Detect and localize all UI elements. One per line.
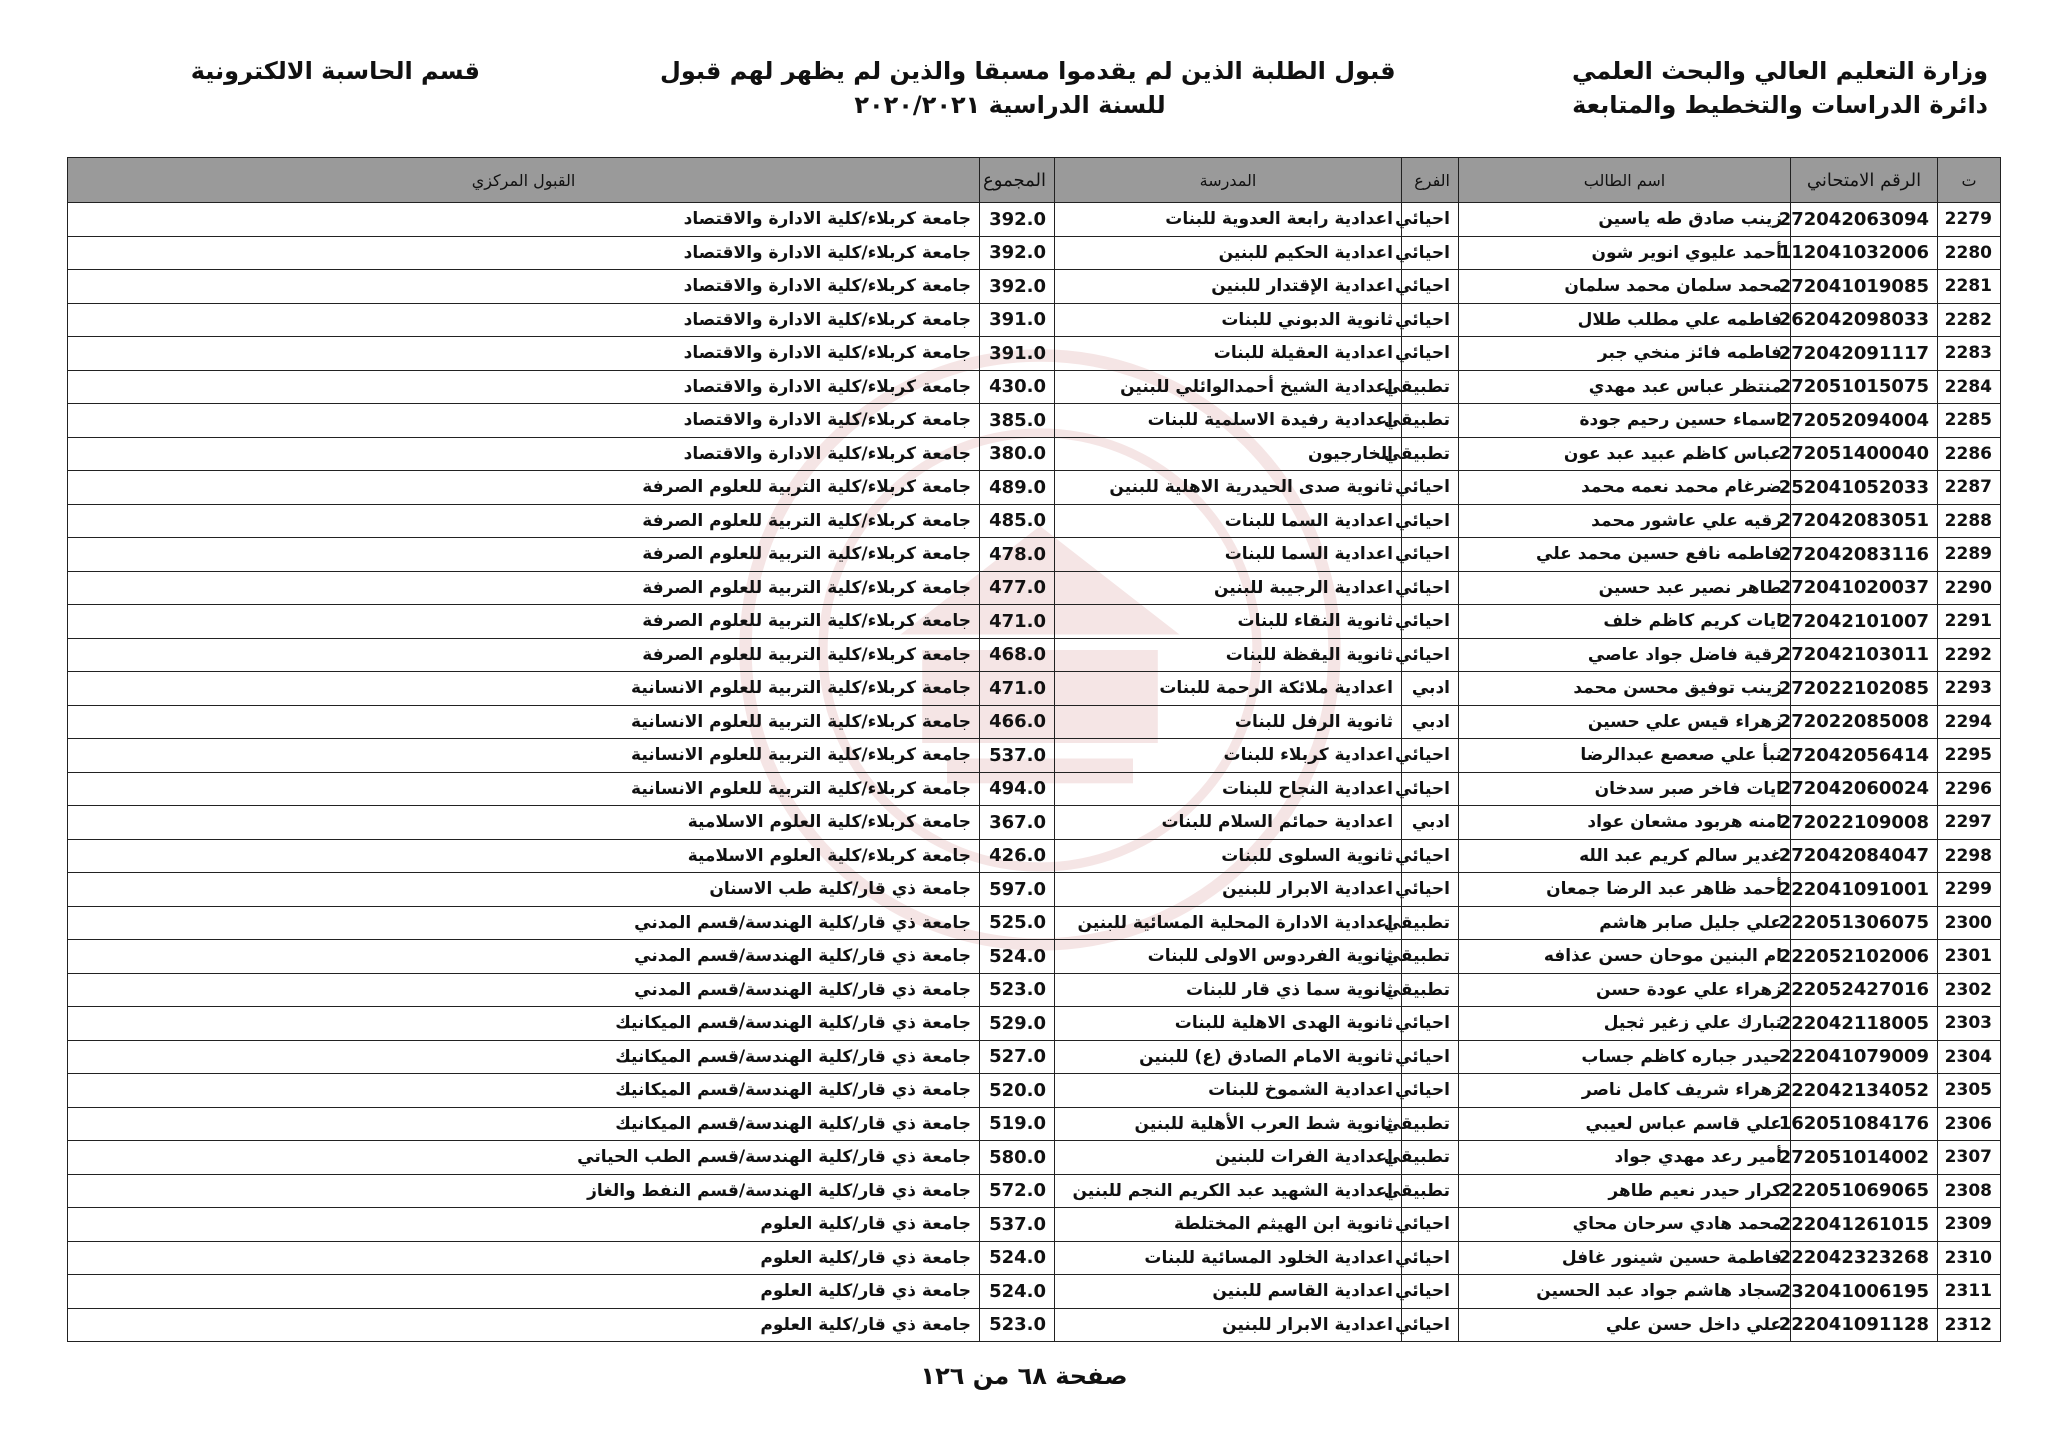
cell-exam-number: 272042091117 [1791,337,1938,371]
cell-school: ثانوية الرفل للبنات [1055,705,1402,739]
cell-student-name: حيدر جباره كاظم جساب [1459,1040,1791,1074]
table-row [68,1007,2001,1041]
cell-exam-number: 272042056414 [1791,739,1938,773]
cell-central-admission: جامعة ذي قار/كلية الهندسة/قسم المدني [68,940,980,974]
cell-index: 2280 [1938,236,2001,270]
cell-student-name: رقية فاضل جواد عاصي [1459,638,1791,672]
cell-total: 477.0 [980,571,1055,605]
cell-central-admission: جامعة كربلاء/كلية التربية للعلوم الانسانية [68,705,980,739]
cell-central-admission: جامعة كربلاء/كلية التربية للعلوم الانسانية [68,772,980,806]
cell-branch: ادبي [1402,672,1459,706]
col-header-index: ت [1938,158,2001,203]
cell-central-admission: جامعة كربلاء/كلية الادارة والاقتصاد [68,404,980,438]
table-row [68,471,2001,505]
table-row [68,739,2001,773]
cell-index: 2295 [1938,739,2001,773]
cell-exam-number: 222051306075 [1791,906,1938,940]
title-line: قبول الطلبة الذين لم يقدموا مسبقا والذين لم يظهر لهم قبول [660,57,1396,85]
cell-branch: تطبيقي [1402,940,1459,974]
table-row [68,1107,2001,1141]
cell-school: اعدادية الشموخ للبنات [1055,1074,1402,1108]
cell-central-admission: جامعة ذي قار/كلية طب الاسنان [68,873,980,907]
cell-student-name: زهراء علي عودة حسن [1459,973,1791,1007]
cell-index: 2301 [1938,940,2001,974]
table-row [68,638,2001,672]
cell-exam-number: 222052102006 [1791,940,1938,974]
cell-central-admission: جامعة ذي قار/كلية العلوم [68,1241,980,1275]
cell-total: 385.0 [980,404,1055,438]
table-header-row [68,158,2001,203]
cell-total: 489.0 [980,471,1055,505]
cell-exam-number: 272042101007 [1791,605,1938,639]
cell-total: 392.0 [980,203,1055,237]
cell-total: 380.0 [980,437,1055,471]
cell-total: 392.0 [980,270,1055,304]
cell-school: اعدادية رفيدة الاسلمية للبنات [1055,404,1402,438]
table-row [68,370,2001,404]
cell-student-name: طاهر نصير عبد حسين [1459,571,1791,605]
cell-branch: احيائي [1402,504,1459,538]
cell-total: 523.0 [980,1308,1055,1342]
cell-index: 2312 [1938,1308,2001,1342]
cell-index: 2283 [1938,337,2001,371]
cell-school: اعدادية كربلاء للبنات [1055,739,1402,773]
cell-central-admission: جامعة كربلاء/كلية التربية للعلوم الصرفة [68,538,980,572]
table-row [68,873,2001,907]
cell-exam-number: 112041032006 [1791,236,1938,270]
cell-exam-number: 222042323268 [1791,1241,1938,1275]
cell-school: اعدادية رابعة العدوية للبنات [1055,203,1402,237]
cell-index: 2290 [1938,571,2001,605]
table-row [68,1308,2001,1342]
cell-total: 523.0 [980,973,1055,1007]
cell-student-name: عباس كاظم عبيد عبد عون [1459,437,1791,471]
cell-total: 426.0 [980,839,1055,873]
cell-central-admission: جامعة ذي قار/كلية الهندسة/قسم الطب الحياتي [68,1141,980,1175]
cell-branch: تطبيقي [1402,370,1459,404]
table-row [68,1074,2001,1108]
cell-central-admission: جامعة ذي قار/كلية العلوم [68,1275,980,1309]
cell-school: اعدادية السما للبنات [1055,504,1402,538]
cell-branch: احيائي [1402,638,1459,672]
cell-student-name: زهراء شريف كامل ناصر [1459,1074,1791,1108]
cell-branch: احيائي [1402,236,1459,270]
cell-index: 2286 [1938,437,2001,471]
cell-branch: ادبي [1402,705,1459,739]
cell-index: 2299 [1938,873,2001,907]
table-row [68,437,2001,471]
cell-student-name: أمير رعد مهدي جواد [1459,1141,1791,1175]
table-row [68,806,2001,840]
table-row [68,504,2001,538]
cell-student-name: سجاد هاشم جواد عبد الحسين [1459,1275,1791,1309]
cell-central-admission: جامعة ذي قار/كلية الهندسة/قسم الميكانيك [68,1040,980,1074]
cell-student-name: أحمد عليوي انوير شون [1459,236,1791,270]
cell-branch: احيائي [1402,203,1459,237]
cell-index: 2292 [1938,638,2001,672]
cell-index: 2302 [1938,973,2001,1007]
cell-exam-number: 222042118005 [1791,1007,1938,1041]
table-row [68,940,2001,974]
cell-total: 485.0 [980,504,1055,538]
cell-exam-number: 272052094004 [1791,404,1938,438]
cell-school: ثانوية ابن الهيثم المختلطة [1055,1208,1402,1242]
cell-branch: تطبيقي [1402,437,1459,471]
cell-student-name: فاطمه فائز منخي جبر [1459,337,1791,371]
cell-central-admission: جامعة ذي قار/كلية الهندسة/قسم المدني [68,973,980,1007]
cell-total: 478.0 [980,538,1055,572]
table-row [68,1208,2001,1242]
cell-branch: احيائي [1402,538,1459,572]
cell-exam-number: 272042083116 [1791,538,1938,572]
cell-exam-number: 272051400040 [1791,437,1938,471]
cell-index: 2298 [1938,839,2001,873]
cell-branch: احيائي [1402,739,1459,773]
cell-index: 2287 [1938,471,2001,505]
cell-central-admission: جامعة ذي قار/كلية العلوم [68,1308,980,1342]
cell-exam-number: 272022085008 [1791,705,1938,739]
cell-index: 2284 [1938,370,2001,404]
cell-exam-number: 272051015075 [1791,370,1938,404]
cell-school: اعدادية الادارة المحلية المسائية للبنين [1055,906,1402,940]
cell-index: 2307 [1938,1141,2001,1175]
cell-index: 2309 [1938,1208,2001,1242]
cell-exam-number: 232041006195 [1791,1275,1938,1309]
cell-central-admission: جامعة كربلاء/كلية الادارة والاقتصاد [68,337,980,371]
cell-exam-number: 272022109008 [1791,806,1938,840]
table-row [68,571,2001,605]
cell-school: اعدادية النجاح للبنات [1055,772,1402,806]
cell-student-name: زينب صادق طه ياسين [1459,203,1791,237]
cell-central-admission: جامعة كربلاء/كلية الادارة والاقتصاد [68,370,980,404]
table-row [68,605,2001,639]
cell-school: ثانوية الدبوني للبنات [1055,303,1402,337]
cell-central-admission: جامعة كربلاء/كلية التربية للعلوم الصرفة [68,605,980,639]
cell-student-name: فاطمة حسين شينور غافل [1459,1241,1791,1275]
cell-total: 580.0 [980,1141,1055,1175]
cell-exam-number: 222041079009 [1791,1040,1938,1074]
cell-total: 597.0 [980,873,1055,907]
cell-branch: احيائي [1402,1275,1459,1309]
cell-branch: احيائي [1402,772,1459,806]
cell-exam-number: 272051014002 [1791,1141,1938,1175]
cell-central-admission: جامعة كربلاء/كلية التربية للعلوم الصرفة [68,504,980,538]
cell-central-admission: جامعة كربلاء/كلية الادارة والاقتصاد [68,203,980,237]
cell-branch: احيائي [1402,1074,1459,1108]
ministry-name: وزارة التعليم العالي والبحث العلمي [1571,57,1988,85]
cell-school: اعدادية العقيلة للبنات [1055,337,1402,371]
cell-total: 524.0 [980,940,1055,974]
cell-central-admission: جامعة كربلاء/كلية التربية للعلوم الصرفة [68,571,980,605]
cell-index: 2279 [1938,203,2001,237]
cell-branch: ادبي [1402,806,1459,840]
cell-total: 466.0 [980,705,1055,739]
cell-student-name: تبارك علي زغير ثجيل [1459,1007,1791,1041]
cell-student-name: أحمد ظاهر عبد الرضا جمعان [1459,873,1791,907]
cell-total: 494.0 [980,772,1055,806]
cell-student-name: ضرغام محمد نعمه محمد [1459,471,1791,505]
cell-exam-number: 272042063094 [1791,203,1938,237]
cell-school: اعدادية الخلود المسائية للبنات [1055,1241,1402,1275]
cell-school: اعدادية الفرات للبنين [1055,1141,1402,1175]
cell-school: ثانوية النقاء للبنات [1055,605,1402,639]
table-row [68,404,2001,438]
table-row [68,337,2001,371]
cell-index: 2291 [1938,605,2001,639]
cell-branch: احيائي [1402,605,1459,639]
cell-school: ثانوية الامام الصادق (ع) للبنين [1055,1040,1402,1074]
cell-total: 392.0 [980,236,1055,270]
table-row [68,1141,2001,1175]
cell-exam-number: 262042098033 [1791,303,1938,337]
cell-total: 520.0 [980,1074,1055,1108]
cell-branch: احيائي [1402,303,1459,337]
cell-index: 2282 [1938,303,2001,337]
cell-student-name: فاطمه علي مطلب طلال [1459,303,1791,337]
cell-student-name: محمد هادي سرحان محاي [1459,1208,1791,1242]
cell-school: اعدادية القاسم للبنين [1055,1275,1402,1309]
cell-student-name: محمد سلمان محمد سلمان [1459,270,1791,304]
cell-school: ثانوية صدى الحيدرية الاهلية للبنين [1055,471,1402,505]
cell-central-admission: جامعة كربلاء/كلية التربية للعلوم الانسانية [68,672,980,706]
table-row [68,1241,2001,1275]
cell-school: اعدادية الابرار للبنين [1055,873,1402,907]
cell-school: اعدادية الشيخ أحمدالوائلي للبنين [1055,370,1402,404]
cell-total: 471.0 [980,672,1055,706]
cell-total: 537.0 [980,1208,1055,1242]
cell-central-admission: جامعة كربلاء/كلية التربية للعلوم الصرفة [68,471,980,505]
cell-school: اعدادية الحكيم للبنين [1055,236,1402,270]
cell-index: 2304 [1938,1040,2001,1074]
cell-total: 430.0 [980,370,1055,404]
cell-branch: احيائي [1402,1007,1459,1041]
cell-index: 2294 [1938,705,2001,739]
section-header [100,54,480,88]
cell-student-name: زهراء قيس علي حسين [1459,705,1791,739]
table-row [68,772,2001,806]
cell-branch: احيائي [1402,1241,1459,1275]
cell-branch: احيائي [1402,1208,1459,1242]
table-row [68,303,2001,337]
section-name: قسم الحاسبة الالكترونية [190,57,480,85]
cell-total: 524.0 [980,1241,1055,1275]
cell-exam-number: 272042084047 [1791,839,1938,873]
cell-exam-number: 272042083051 [1791,504,1938,538]
cell-central-admission: جامعة ذي قار/كلية الهندسة/قسم النفط والغاز [68,1174,980,1208]
cell-index: 2310 [1938,1241,2001,1275]
cell-central-admission: جامعة كربلاء/كلية العلوم الاسلامية [68,806,980,840]
cell-index: 2305 [1938,1074,2001,1108]
cell-student-name: ايات فاخر صبر سدخان [1459,772,1791,806]
cell-school: اعدادية الإقتدار للبنين [1055,270,1402,304]
cell-school: ثانوية الهدى الاهلية للبنات [1055,1007,1402,1041]
cell-index: 2306 [1938,1107,2001,1141]
cell-branch: احيائي [1402,1308,1459,1342]
col-header-exam-number: الرقم الامتحاني [1791,158,1938,203]
cell-branch: احيائي [1402,839,1459,873]
table-row [68,672,2001,706]
table-row [68,1275,2001,1309]
cell-exam-number: 272042103011 [1791,638,1938,672]
cell-total: 471.0 [980,605,1055,639]
cell-student-name: علي جليل صابر هاشم [1459,906,1791,940]
cell-school: اعدادية الرجيبة للبنين [1055,571,1402,605]
table-row [68,973,2001,1007]
cell-student-name: زينب توفيق محسن محمد [1459,672,1791,706]
ministry-header [1428,54,1988,122]
cell-index: 2308 [1938,1174,2001,1208]
cell-central-admission: جامعة كربلاء/كلية العلوم الاسلامية [68,839,980,873]
cell-school: اعدادية الشهيد عبد الكريم النجم للبنين [1055,1174,1402,1208]
table-row [68,203,2001,237]
cell-total: 519.0 [980,1107,1055,1141]
cell-branch: تطبيقي [1402,1107,1459,1141]
cell-exam-number: 252041052033 [1791,471,1938,505]
page-number: صفحة ٦٨ من ١٢٦ [920,1362,1128,1390]
cell-central-admission: جامعة ذي قار/كلية الهندسة/قسم الميكانيك [68,1007,980,1041]
department-name: دائرة الدراسات والتخطيط والمتابعة [1572,91,1988,119]
cell-index: 2288 [1938,504,2001,538]
cell-exam-number: 272022102085 [1791,672,1938,706]
cell-branch: احيائي [1402,471,1459,505]
cell-student-name: رقيه علي عاشور محمد [1459,504,1791,538]
table-row [68,270,2001,304]
cell-central-admission: جامعة ذي قار/كلية الهندسة/قسم المدني [68,906,980,940]
cell-central-admission: جامعة كربلاء/كلية التربية للعلوم الانسانية [68,739,980,773]
cell-index: 2281 [1938,270,2001,304]
cell-student-name: منتظر عباس عبد مهدي [1459,370,1791,404]
cell-school: اعدادية ملائكة الرحمة للبنات [1055,672,1402,706]
cell-student-name: ايات كريم كاظم خلف [1459,605,1791,639]
cell-student-name: كرار حيدر نعيم طاهر [1459,1174,1791,1208]
cell-school: ثانوية اليقظة للبنات [1055,638,1402,672]
cell-branch: احيائي [1402,270,1459,304]
cell-student-name: ام البنين موحان حسن عذافه [1459,940,1791,974]
cell-total: 537.0 [980,739,1055,773]
cell-total: 391.0 [980,337,1055,371]
cell-school: اعدادية الابرار للبنين [1055,1308,1402,1342]
table-row [68,705,2001,739]
table-row [68,1174,2001,1208]
cell-total: 468.0 [980,638,1055,672]
cell-central-admission: جامعة كربلاء/كلية الادارة والاقتصاد [68,437,980,471]
cell-branch: احيائي [1402,1040,1459,1074]
cell-student-name: فاطمه نافع حسين محمد علي [1459,538,1791,572]
cell-exam-number: 222051069065 [1791,1174,1938,1208]
cell-student-name: نبأ علي صعصع عبدالرضا [1459,739,1791,773]
cell-school: ثانوية الفردوس الاولى للبنات [1055,940,1402,974]
admissions-table [67,157,2001,1342]
cell-total: 572.0 [980,1174,1055,1208]
cell-total: 391.0 [980,303,1055,337]
cell-exam-number: 222052427016 [1791,973,1938,1007]
cell-index: 2311 [1938,1275,2001,1309]
cell-exam-number: 272041020037 [1791,571,1938,605]
cell-exam-number: 162051084176 [1791,1107,1938,1141]
col-header-branch: الفرع [1402,158,1459,203]
cell-branch: احيائي [1402,337,1459,371]
cell-exam-number: 272041019085 [1791,270,1938,304]
cell-school: اعدادية حمائم السلام للبنات [1055,806,1402,840]
cell-exam-number: 222042134052 [1791,1074,1938,1108]
cell-total: 527.0 [980,1040,1055,1074]
cell-total: 367.0 [980,806,1055,840]
cell-exam-number: 272042060024 [1791,772,1938,806]
cell-central-admission: جامعة ذي قار/كلية الهندسة/قسم الميكانيك [68,1074,980,1108]
table-row [68,1040,2001,1074]
cell-index: 2297 [1938,806,2001,840]
cell-total: 525.0 [980,906,1055,940]
cell-branch: احيائي [1402,873,1459,907]
cell-index: 2285 [1938,404,2001,438]
cell-central-admission: جامعة كربلاء/كلية الادارة والاقتصاد [68,303,980,337]
academic-year: للسنة الدراسية ٢٠٢٠/٢٠٢١ [854,91,1166,119]
cell-exam-number: 222041261015 [1791,1208,1938,1242]
cell-central-admission: جامعة ذي قار/كلية الهندسة/قسم الميكانيك [68,1107,980,1141]
col-header-total: المجموع [980,158,1055,203]
cell-student-name: علي قاسم عباس لعيبي [1459,1107,1791,1141]
cell-branch: تطبيقي [1402,1141,1459,1175]
cell-school: ثانوية شط العرب الأهلية للبنين [1055,1107,1402,1141]
cell-exam-number: 222041091001 [1791,873,1938,907]
col-header-school: المدرسة [1055,158,1402,203]
table-row [68,538,2001,572]
cell-central-admission: جامعة كربلاء/كلية التربية للعلوم الصرفة [68,638,980,672]
cell-exam-number: 222041091128 [1791,1308,1938,1342]
cell-branch: تطبيقي [1402,1174,1459,1208]
cell-school: الخارجيون [1055,437,1402,471]
cell-school: ثانوية السلوى للبنات [1055,839,1402,873]
cell-index: 2293 [1938,672,2001,706]
cell-student-name: غدير سالم كريم عبد الله [1459,839,1791,873]
cell-total: 529.0 [980,1007,1055,1041]
cell-school: ثانوية سما ذي قار للبنات [1055,973,1402,1007]
cell-student-name: امنه هربود مشعان عواد [1459,806,1791,840]
cell-central-admission: جامعة ذي قار/كلية العلوم [68,1208,980,1242]
cell-index: 2296 [1938,772,2001,806]
table-row [68,906,2001,940]
cell-index: 2303 [1938,1007,2001,1041]
cell-central-admission: جامعة كربلاء/كلية الادارة والاقتصاد [68,270,980,304]
cell-student-name: اسماء حسين رحيم جودة [1459,404,1791,438]
cell-index: 2300 [1938,906,2001,940]
cell-branch: احيائي [1402,571,1459,605]
cell-index: 2289 [1938,538,2001,572]
cell-branch: تطبيقي [1402,973,1459,1007]
document-title [660,54,1396,122]
cell-branch: تطبيقي [1402,906,1459,940]
table-row [68,236,2001,270]
cell-branch: تطبيقي [1402,404,1459,438]
cell-total: 524.0 [980,1275,1055,1309]
col-header-central-admission: القبول المركزي [68,158,980,203]
cell-central-admission: جامعة كربلاء/كلية الادارة والاقتصاد [68,236,980,270]
cell-school: اعدادية السما للبنات [1055,538,1402,572]
col-header-student-name: اسم الطالب [1459,158,1791,203]
cell-student-name: علي داخل حسن علي [1459,1308,1791,1342]
table-row [68,839,2001,873]
